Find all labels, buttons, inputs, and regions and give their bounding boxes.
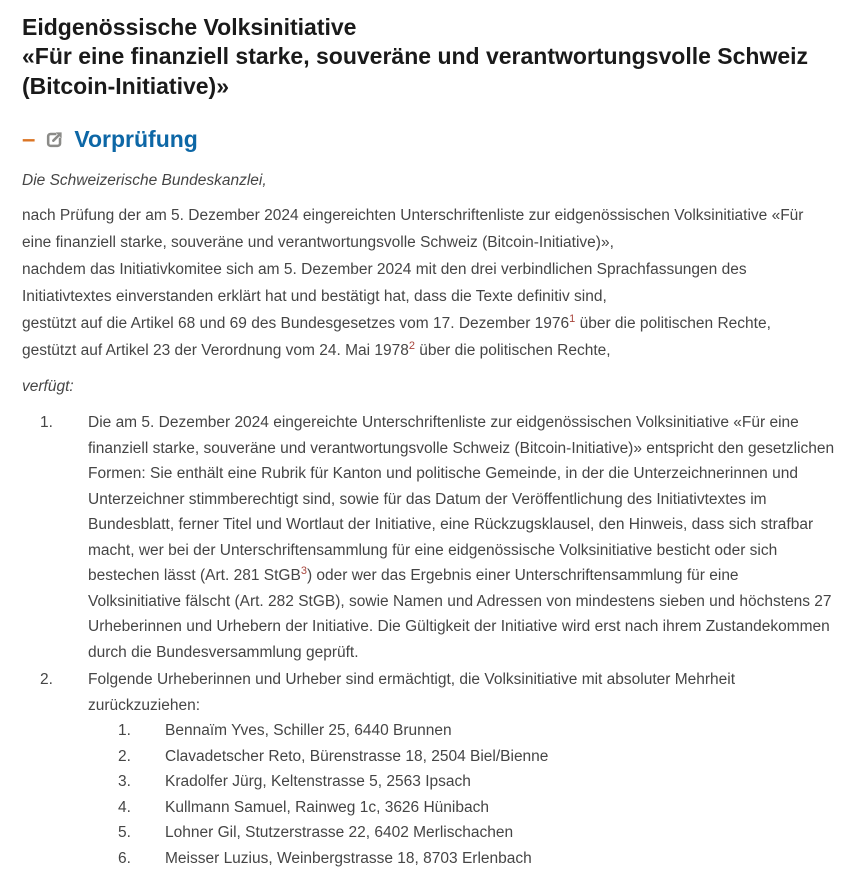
page-title-line2: «Für eine finanziell starke, souveräne und verantwortungsvolle Schweiz (Bitcoin-Initiative)» (22, 43, 809, 99)
preamble-author: Die Schweizerische Bundeskanzlei, (22, 172, 267, 190)
committee-member-text: Kradolfer Jürg, Keltenstrasse 5, 2563 Ipsach (165, 773, 471, 791)
committee-member-text: Lohner Gil, Stutzerstrasse 22, 6402 Merlischachen (165, 824, 514, 842)
committee-member-row (88, 795, 835, 821)
decree-item-text-after: ) oder wer das Ergebnis einer Unterschriftensammlung für eine Volksinitiative fälscht (Art. 282 StGB), sowie Namen und Adressen von mindestens sieben und höchstens 27 Urheberinnen und Urhebern der Initiative. Die Gültigkeit der Initiative wird erst nach ihrem Zustandekommen durch die Bundesversammlung geprüft. (88, 567, 832, 661)
committee-member-row (88, 846, 835, 871)
decree-list (22, 410, 835, 871)
committee-member-number: 5. (118, 824, 131, 842)
committee-member-number: 4. (118, 798, 131, 816)
committee-member-text: Bennaïm Yves, Schiller 25, 6440 Brunnen (165, 722, 452, 740)
section-header (22, 126, 835, 153)
decree-item-1 (22, 410, 835, 665)
committee-member-row (88, 718, 835, 744)
clause-text: nachdem das Initiativkomitee sich am 5. Dezember 2024 mit den drei verbindlichen Sprachfassungen des Initiativtextes einverstanden erklärt hat und bestätigt hat, dass die Texte definitiv sind, (22, 261, 747, 306)
committee-member-row (88, 769, 835, 795)
decree-item-2 (22, 667, 835, 871)
committee-member-text: Kullmann Samuel, Rainweg 1c, 3626 Hünibach (165, 798, 489, 816)
committee-list (88, 718, 835, 871)
external-link-icon[interactable] (45, 130, 64, 149)
committee-member-number: 1. (118, 722, 131, 740)
committee-member-text: Clavadetscher Reto, Bürenstrasse 18, 2504 Biel/Bienne (165, 747, 549, 765)
preamble-clause (22, 310, 835, 337)
decree-item-text (88, 667, 835, 871)
committee-member-number: 3. (118, 773, 131, 791)
page-title-line1: Eidgenössische Volksinitiative (22, 14, 357, 40)
section-heading-vorpruefung[interactable]: Vorprüfung (74, 126, 198, 153)
preamble-clause (22, 202, 835, 256)
decree-item-number: 1. (40, 414, 53, 432)
committee-member-row (88, 744, 835, 770)
committee-member-row (88, 820, 835, 846)
preamble-clause (22, 337, 835, 364)
footnote-link-1[interactable]: 1 (569, 313, 576, 326)
preamble-clauses (22, 202, 835, 364)
collapse-toggle[interactable]: – (22, 125, 36, 153)
page-title (22, 13, 822, 101)
footnote-link-3[interactable]: 3 (300, 565, 307, 578)
decree-item-number: 2. (40, 671, 53, 689)
clause-text: nach Prüfung der am 5. Dezember 2024 eingereichten Unterschriftenliste zur eidgenössischen Volksinitiative «Für eine finanziell starke, souveräne und verantwortungsvolle Schweiz (Bitcoin-Initiative)», (22, 207, 804, 252)
clause-text: gestützt auf die Artikel 68 und 69 des Bundesgesetzes vom 17. Dezember 1976 (22, 315, 570, 333)
decree-item-text-before: Folgende Urheberinnen und Urheber sind ermächtigt, die Volksinitiative mit absoluter Mehrheit zurückzuziehen: (88, 671, 736, 714)
committee-member-text: Meisser Luzius, Weinbergstrasse 18, 8703 Erlenbach (165, 849, 532, 867)
committee-member-number: 6. (118, 849, 131, 867)
committee-member-number: 2. (118, 747, 131, 765)
clause-text: gestützt auf Artikel 23 der Verordnung vom 24. Mai 1978 (22, 342, 409, 360)
decree-item-text (88, 410, 835, 665)
footnote-link-2[interactable]: 2 (408, 340, 415, 353)
clause-text: über die politischen Rechte, (575, 315, 771, 333)
clause-text: über die politischen Rechte, (415, 342, 611, 360)
decree-word: verfügt: (22, 378, 74, 396)
decree-item-text-before: Die am 5. Dezember 2024 eingereichte Unterschriftenliste zur eidgenössischen Volksinitiative «Für eine finanziell starke, souveräne und verantwortungsvolle Schweiz (Bitcoin-Initiative)» entspricht den gesetzlichen Formen: Sie enthält eine Rubrik für Kanton und politische Gemeinde, in der die Unterzeichnerinnen und Unterzeichner stimmberechtigt sind, sowie für das Datum der Veröffentlichung des Initiativtextes im Bundesblatt, ferner Titel und Wortlaut der Initiative, eine Rückzugsklausel, den Hinweis, dass sich strafbar macht, wer bei der Unterschriftensammlung für eine eidgenössische Volksinitiative besticht oder sich bestechen lässt (Art. 281 StGB (88, 414, 835, 585)
preamble-clause (22, 256, 835, 310)
